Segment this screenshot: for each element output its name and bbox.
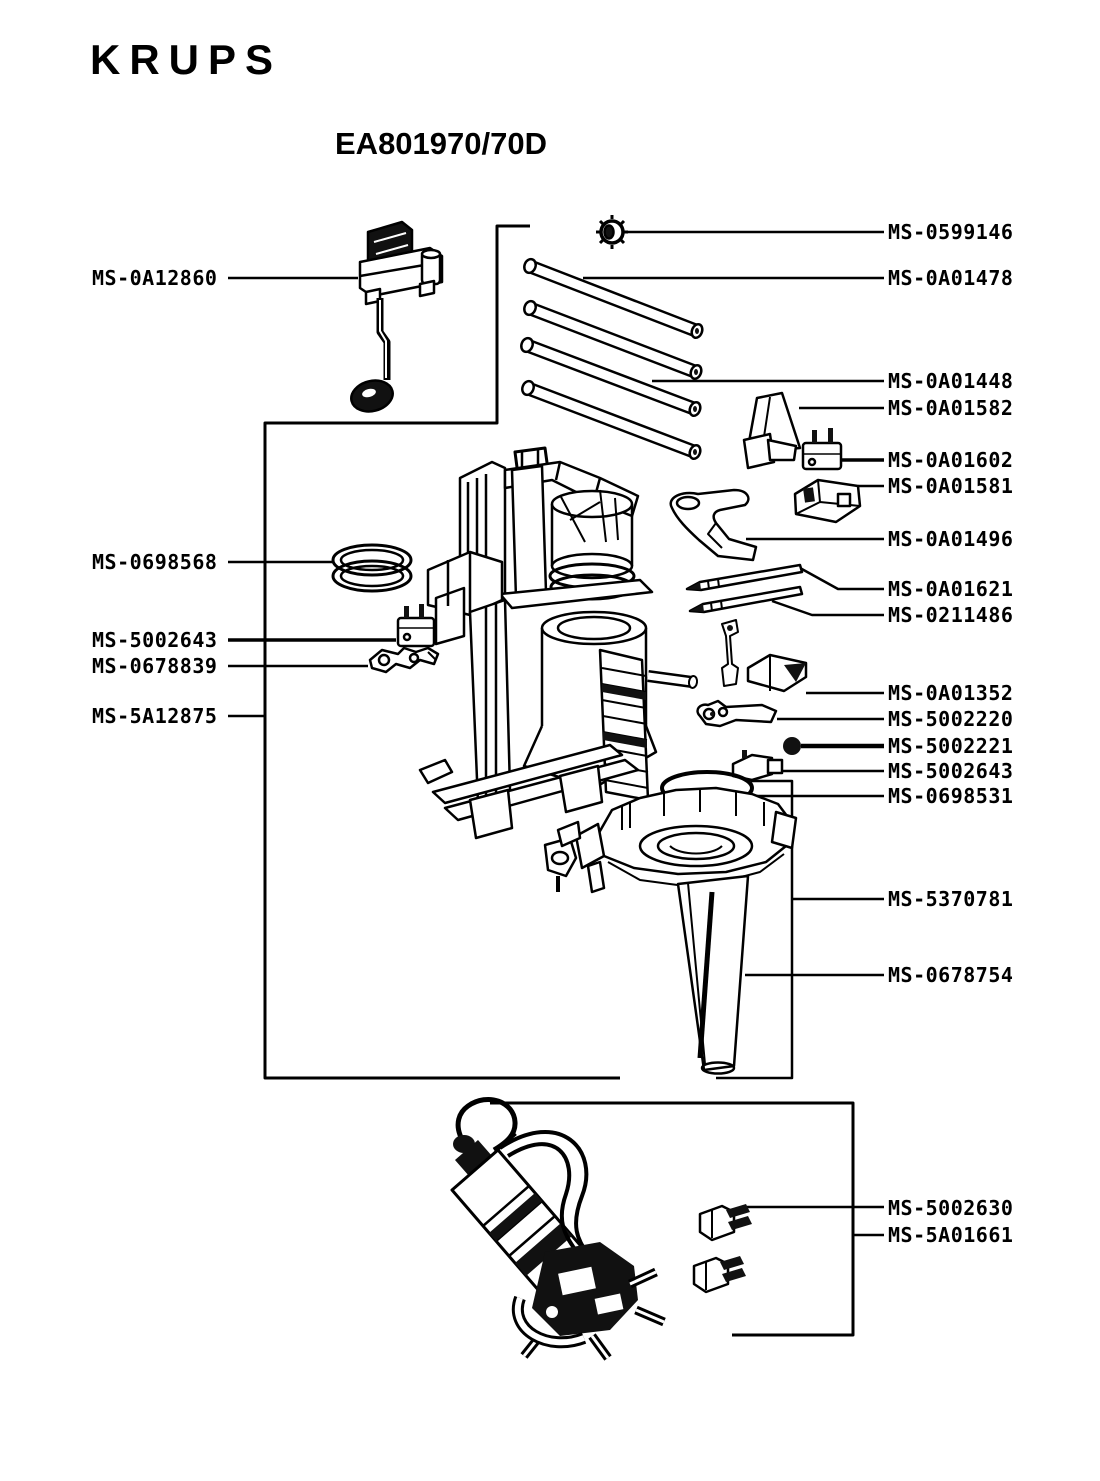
part-label: MS-0599146 (888, 220, 1014, 244)
part-label: MS-0678839 (92, 654, 218, 678)
pump-motor-assembly (452, 1099, 664, 1358)
latch-lever (698, 701, 776, 726)
part-label: MS-5002643 (888, 759, 1014, 783)
hex-nut (596, 215, 628, 249)
part-label: MS-0A01602 (888, 448, 1014, 472)
part-label: MS-5A12875 (92, 704, 218, 728)
connector-clip-2 (694, 1256, 746, 1292)
funnel-chute (678, 876, 748, 1074)
tube-3 (519, 336, 702, 417)
brand-logo: KRUPS (90, 36, 283, 83)
part-label: MS-0A01352 (888, 681, 1014, 705)
solenoid-valve-assembly (348, 222, 442, 416)
cover-housing (744, 393, 800, 468)
part-label: MS-0A01621 (888, 577, 1014, 601)
part-label: MS-0A01582 (888, 396, 1014, 420)
support-bracket (748, 655, 806, 691)
pin-rod-2 (690, 587, 802, 612)
part-label: MS-5002630 (888, 1196, 1014, 1220)
gasket-rings (333, 545, 411, 591)
part-label: MS-0211486 (888, 603, 1014, 627)
page-title: EA801970/70D (335, 126, 547, 161)
part-label: MS-0A12860 (92, 266, 218, 290)
seal-plug (783, 737, 801, 755)
tube-4 (520, 379, 702, 460)
part-label: MS-0A01581 (888, 474, 1014, 498)
tube-1 (522, 257, 704, 339)
part-label: MS-0A01448 (888, 369, 1014, 393)
part-label: MS-5370781 (888, 887, 1014, 911)
connector-clip-1 (700, 1204, 752, 1240)
tube-2 (522, 299, 703, 380)
part-label: MS-0A01478 (888, 266, 1014, 290)
clip-bracket (370, 648, 438, 672)
part-label: MS-0698531 (888, 784, 1014, 808)
part-label: MS-0698568 (92, 550, 218, 574)
relay-bracket (795, 480, 860, 522)
part-label: MS-5002220 (888, 707, 1014, 731)
cam-lever (671, 490, 756, 560)
micro-switch-left (398, 604, 434, 646)
pin-rod-1 (687, 565, 802, 590)
part-label: MS-0678754 (888, 963, 1014, 987)
link-pin (722, 620, 738, 686)
part-label: MS-0A01496 (888, 527, 1014, 551)
part-label: MS-5002221 (888, 734, 1014, 758)
part-label: MS-5A01661 (888, 1223, 1014, 1247)
micro-switch-top (803, 428, 841, 469)
part-label: MS-5002643 (92, 628, 218, 652)
